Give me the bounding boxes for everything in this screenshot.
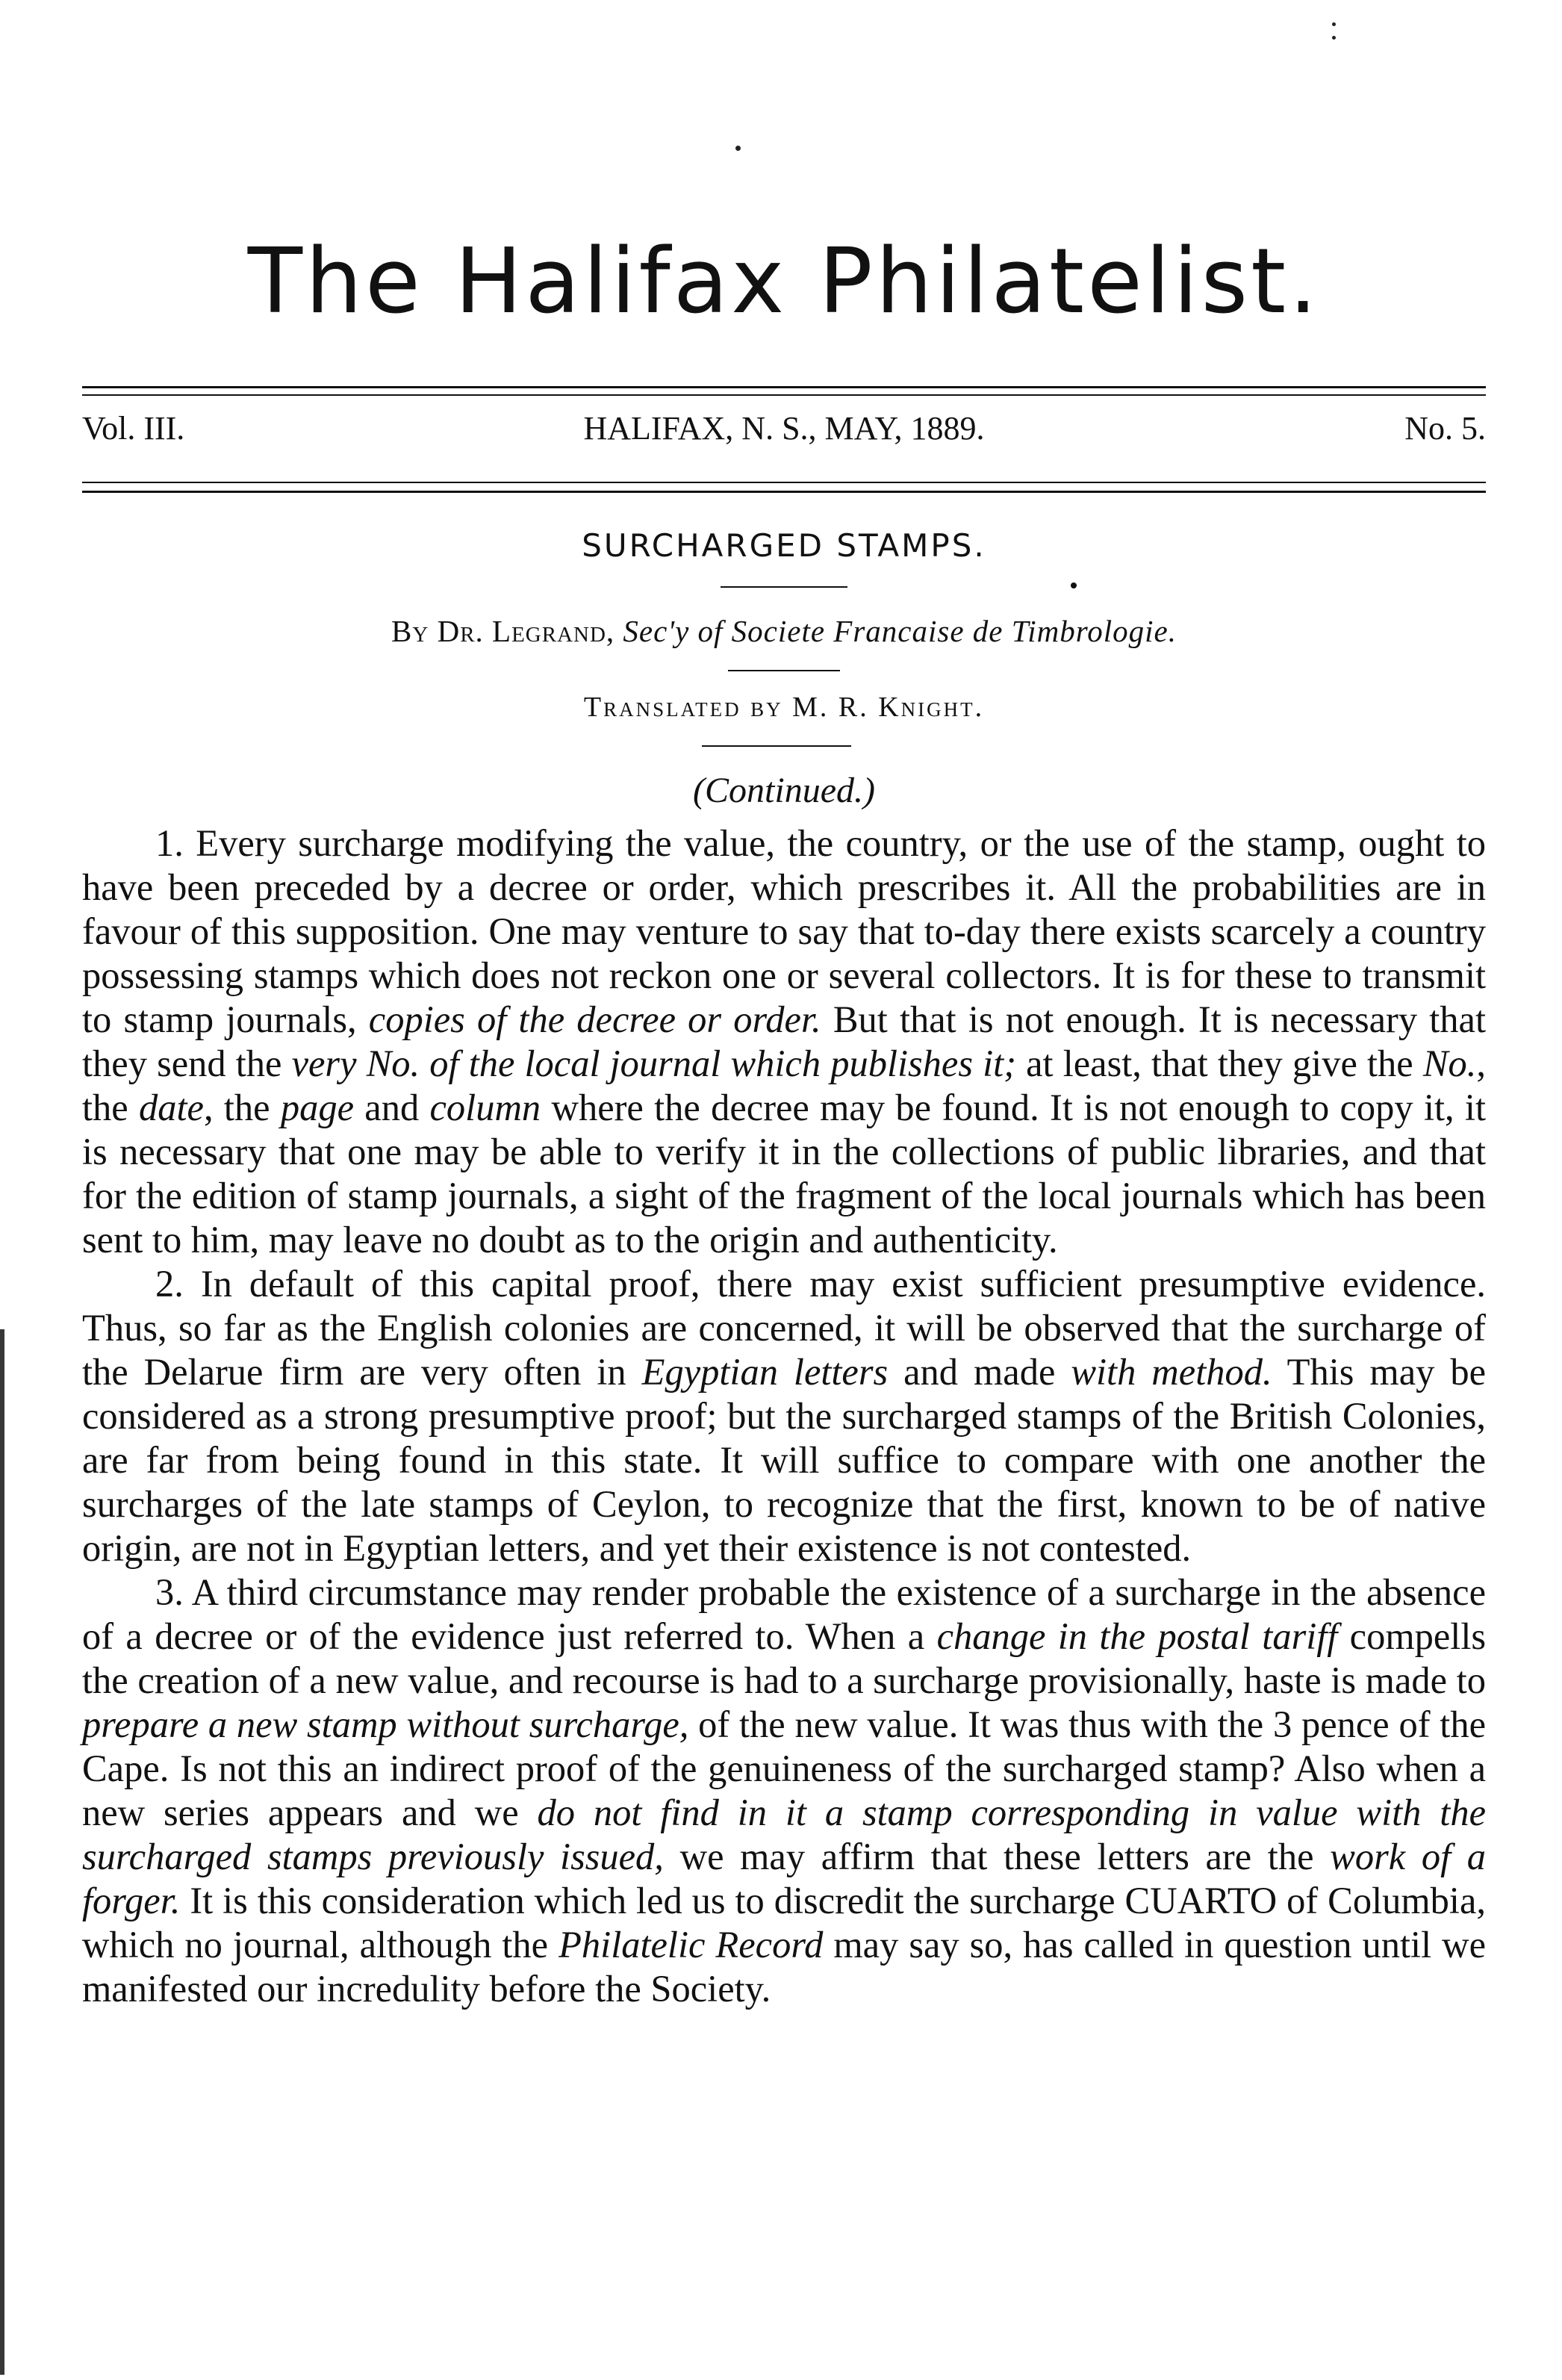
paragraph-3 [82,1570,1486,2011]
scan-edge-shadow [0,1329,4,2375]
text-run: , the [203,1087,281,1128]
byline-divider [728,670,840,671]
title-divider [721,586,847,588]
masthead-rule-top-inner [82,394,1486,396]
text-run: and made [888,1351,1071,1393]
italic-run: very No. of the local journal which publishes it; [291,1043,1017,1084]
italic-run: prepare a new stamp without surcharge, [82,1703,689,1745]
text-run: , the [82,1043,1487,1128]
ink-speck [1332,36,1336,40]
text-run: compells the creation of a new value, and recourse is had to a surcharge provisionally, haste is made to [82,1615,1486,1701]
translator-divider [702,745,851,747]
italic-run: No. [1422,1043,1477,1084]
text-run: 1. Every surcharge modifying the value, the country, or the use of the stamp, ought to have been preceded by a decree or order, which prescribes it. All the probabilities are in favour of this supposition. One may venture to say that to-day there exists scarcely a country possessing stamps which does not reckon one or several collectors. It is for these to transmit to stamp journals, [82,822,1486,1040]
text-run: 2. In default of this capital proof, there may exist sufficient presumptive evidence. Thus, so far as the English colonies are concerned, it will be observed that the surcharge of the Delarue firm are very often in [82,1263,1486,1393]
italic-run: work of a forger. [82,1836,1486,1921]
place-and-date: HALIFAX, N. S., MAY, 1889. [583,410,985,447]
volume-number: Vol. III. [82,410,185,447]
italic-run: Egyptian letters [641,1351,889,1393]
text-run: But that is not enough. It is necessary that they send the [82,998,1486,1084]
text-run: where the decree may be found. It is not enough to copy it, it is necessary that one may be able to verify it in the collections of public libraries, and that for the edition of stamp journals, a sight of the fragment of the local journals which has been sent to him, may leave no doubt as to the origin and authenticity. [82,1087,1486,1261]
divider-dot [1071,582,1077,588]
paragraph-2 [82,1262,1486,1570]
italic-run: do not find in it a stamp corresponding in value with the surcharged stamps previously issued, [82,1792,1486,1877]
masthead-rule-bottom-inner [82,482,1486,483]
italic-run: date [138,1087,204,1128]
ink-speck [735,146,741,151]
continued-note: (Continued.) [693,771,875,810]
masthead-rule-bottom [82,491,1486,493]
text-run: and [354,1087,430,1128]
masthead-title: The Halifax Philatelist. [247,230,1321,334]
italic-run: with method. [1071,1351,1272,1393]
paragraph-1 [82,821,1486,1262]
italic-run: Philatelic Record [558,1924,824,1966]
author-role: Sec'y of Societe Francaise de Timbrologie. [623,614,1177,648]
article-title: SURCHARGED STAMPS. [582,527,986,564]
author-byline [82,616,1486,647]
translator-line: Translated by M. R. Knight. [583,692,985,723]
ink-speck [1332,22,1336,26]
text-run: 3. A third circumstance may render probable the existence of a surcharge in the absence of a decree or of the evidence just referred to. When a [82,1571,1486,1657]
text-run: This may be considered as a strong presumptive proof; but the surcharged stamps of the British Colonies, are far from being found in this state. It will suffice to compare with one another the surcharges of the late stamps of Ceylon, to recognize that the first, known to be of native origin, are not in Egyptian letters, and yet their existence is not contested. [82,1351,1486,1569]
text-run: It is this consideration which led us to discredit the surcharge CUARTO of Columbia, which no journal, although the [82,1880,1486,1966]
text-run: may say so, has called in question until we manifested our incredulity before the Society. [82,1924,1486,2010]
italic-run: column [429,1087,541,1128]
issue-number: No. 5. [1404,410,1486,447]
italic-run: copies of the decree or order. [368,998,821,1040]
italic-run: page [280,1087,355,1128]
italic-run: change in the postal tariff [936,1615,1338,1657]
article-body [82,821,1486,2011]
text-run: we may affirm that these letters are the [663,1836,1331,1877]
masthead-rule-top [82,386,1486,388]
text-run: at least, that they give the [1016,1043,1423,1084]
text-run: of the new value. It was thus with the 3 pence of the Cape. Is not this an indirect proof of the genuineness of the surcharged stamp? Also when a new series appears and we [82,1703,1486,1833]
author-name: By Dr. Legrand, [391,614,615,648]
